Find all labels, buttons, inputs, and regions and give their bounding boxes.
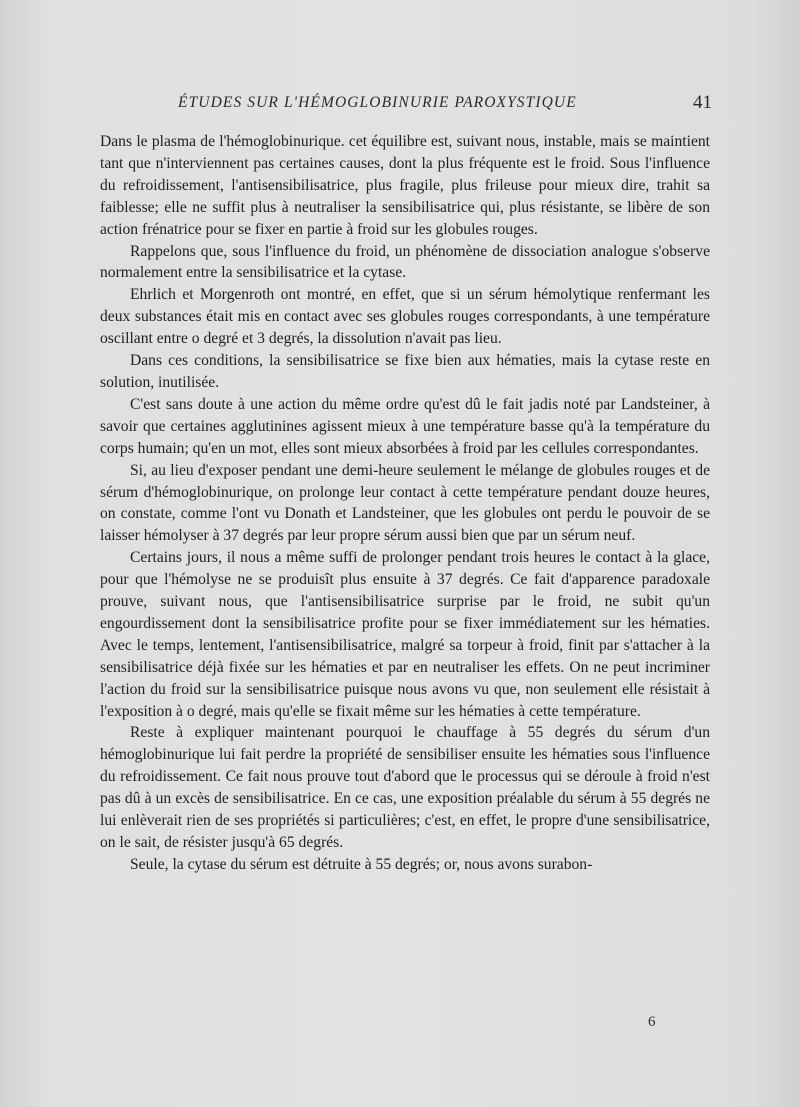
running-head <box>100 94 712 120</box>
paragraph: Certains jours, il nous a même suffi de prolonger pendant trois heures le contact à la glace, pour que l'hémolyse ne se produisît plus ensuite à 37 degrés. Ce fait d'apparence paradoxale prouve, suivant nous, que l'antisensibilisatrice surprise par le froid, ne subit qu'un engourdissement dont la sensibilisatrice profite pour se fixer immédiatement sur les hématies. Avec le temps, lentement, l'antisensibilisatrice, malgré sa torpeur à froid, finit par s'attacher à la sensibilisatrice déjà fixée sur les hématies et par en neutraliser les effets. On ne peut incriminer l'action du froid sur la sensibilisatrice puisque nous avons vu que, non seulement elle résistait à l'exposition à o degré, mais qu'elle se fixait même sur les hématies à cette température. <box>100 549 710 720</box>
paragraph: Rappelons que, sous l'influence du froid, un phénomène de dissociation analogue s'observe normalement entre la sensibilisatrice et la cytase. <box>100 242 710 282</box>
body-text <box>100 131 710 876</box>
paragraph: Dans ces conditions, la sensibilisatrice se fixe bien aux hématies, mais la cytase reste en solution, inutilisée. <box>100 352 710 391</box>
page-number: 41 <box>693 92 712 113</box>
paragraph: Si, au lieu d'exposer pendant une demi-heure seulement le mélange de globules rouges et de sérum d'hémoglobinurique, on prolonge leur contact à cette température pendant douze heures, on constate, comme l'ont vu Donath et Landsteiner, que les globules ont perdu le pouvoir de se laisser hémolyser à 37 degrés par leur propre sérum aussi bien que par un sérum neuf. <box>100 461 710 545</box>
paragraph: C'est sans doute à une action du même ordre qu'est dû le fait jadis noté par Landsteiner, à savoir que certaines agglutinines agissent mieux à une température basse qu'à la température du corps humain; qu'en un mot, elles sont mieux absorbées à froid par les cellules correspondantes. <box>100 395 710 457</box>
running-title: ÉTUDES SUR L'HÉMOGLOBINURIE PAROXYSTIQUE <box>178 94 577 111</box>
paragraph: Reste à expliquer maintenant pourquoi le chauffage à 55 degrés du sérum d'un hémoglobinurique lui fait perdre la propriété de sensibiliser ensuite les hématies sous l'influence du refroidissement. Ce fait nous prouve tout d'abord que le processus qui se déroule à froid n'est pas dû à un excès de sensibilisatrice. En ce cas, une exposition préalable du sérum à 55 degrés ne lui enlèverait rien de ses propriétés si particulières; c'est, en effet, le propre d'une sensibilisatrice, on le sait, de résister jusqu'à 65 degrés. <box>100 724 710 851</box>
paragraph: Ehrlich et Morgenroth ont montré, en effet, que si un sérum hémolytique renfermant les deux substances était mis en contact avec ses globules rouges correspondants, à une température oscillant entre o degré et 3 degrés, la dissolution n'avait pas lieu. <box>100 286 710 348</box>
paragraph: Seule, la cytase du sérum est détruite à 55 degrés; or, nous avons surabon- <box>130 855 593 873</box>
signature-mark: 6 <box>648 1014 656 1030</box>
paragraph: Dans le plasma de l'hémoglobinurique. cet équilibre est, suivant nous, instable, mais se maintient tant que n'interviennent pas certaines causes, dont la plus fréquente est le froid. Sous l'influence du refroidissement, l'antisensibilisatrice, plus fragile, plus frileuse pour mieux dire, trahit sa faiblesse; elle ne suffit plus à neutraliser la sensibilisatrice qui, plus résistante, se libère de son action frénatrice pour se fixer en partie à froid sur les globules rouges. <box>100 133 710 238</box>
